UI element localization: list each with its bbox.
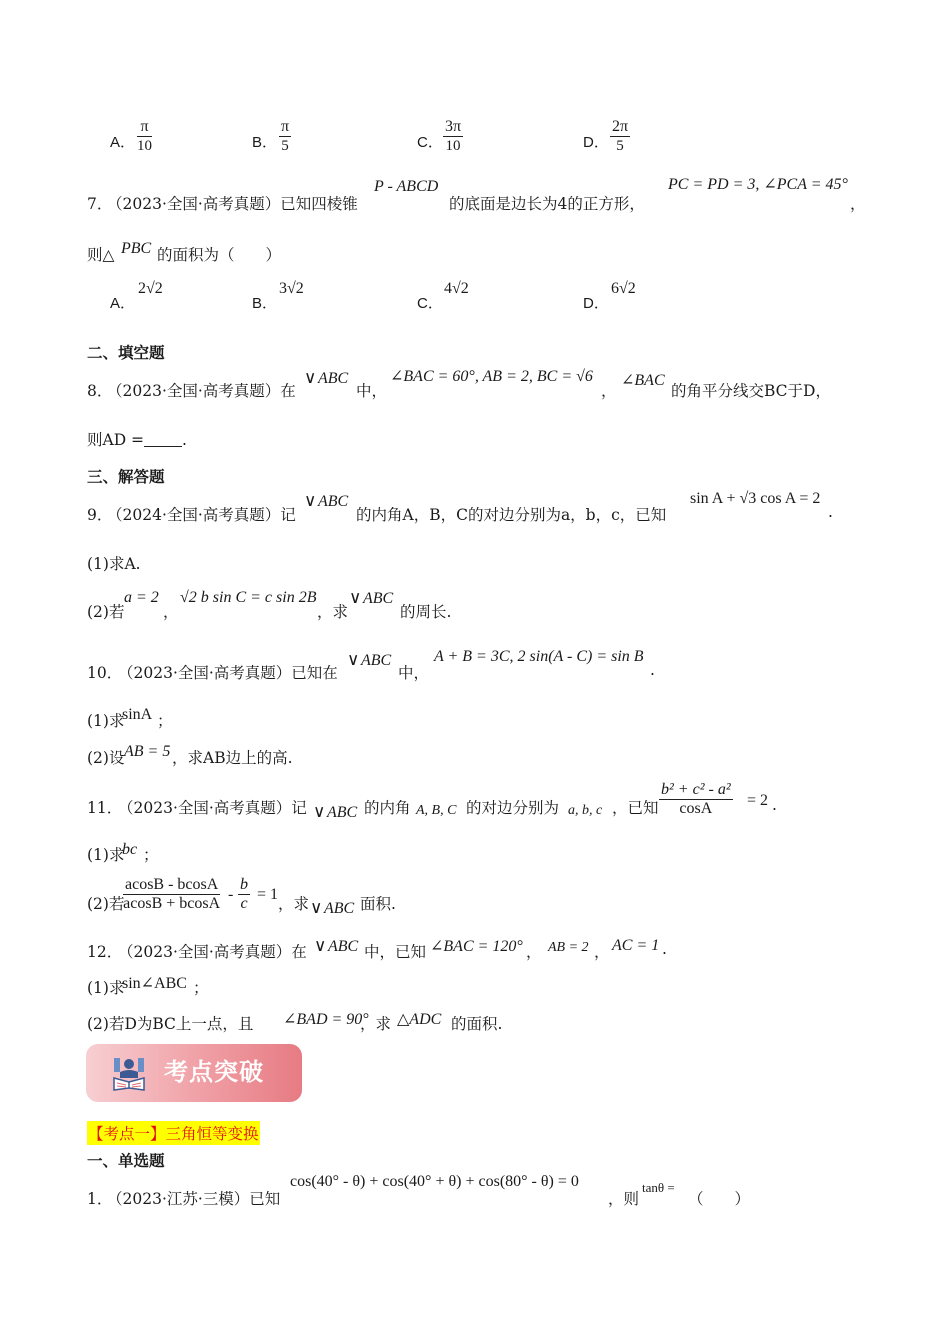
q11-end: . <box>772 796 777 814</box>
q12-triangle: ABC <box>328 938 359 955</box>
q11-part2-triangle: ABC <box>324 900 355 917</box>
q10-condition: A + B = 3C, 2 sin(A - C) = sin B <box>434 648 644 665</box>
q12-text: 中，已知 <box>364 943 427 961</box>
q12-end: . <box>662 940 667 958</box>
q11-text2: 的对边分别为 <box>466 799 560 817</box>
q7-text: 的底面是边长为4的正方形， <box>449 195 645 213</box>
q12-part1-pre: (1)求 <box>87 979 125 997</box>
q12-part2-pre: (2)若D为BC上一点，且 <box>87 1015 254 1033</box>
q11-part2-mid: ，求 <box>278 895 310 913</box>
q9-number: 9． <box>87 506 113 524</box>
q1-number: 1． <box>87 1190 113 1208</box>
q7-option-a: 2√2 <box>138 280 163 297</box>
kaodian-banner <box>86 1044 302 1102</box>
q6-option-a-label: A． <box>110 134 136 151</box>
q8-condition: ∠BAC = 60°, AB = 2, BC = √6 <box>390 368 593 385</box>
q7-option-c-label: C． <box>417 295 443 312</box>
q8-comma: ， <box>601 382 617 400</box>
q7-number: 7． <box>87 195 113 213</box>
q11-fraction-eq: = 2 <box>747 792 769 809</box>
q9-part2-comma: ， <box>163 603 179 621</box>
q1-end: （ ） <box>688 1190 751 1208</box>
q6-option-d-fraction: $\frac{2\pi}{5}$ <box>612 118 629 154</box>
q10-zhong: 中， <box>398 664 430 682</box>
q12-part2-post: 的面积. <box>451 1015 503 1033</box>
q9-text: 的内角A，B，C的对边分别为a，b，c，已知 <box>356 506 667 524</box>
q1-mid: ，则 <box>608 1190 640 1208</box>
section-heading-single-choice: 一、单选题 <box>87 1151 165 1170</box>
q12-part2-triangle: △ADC <box>397 1011 442 1028</box>
q11-number: 11． <box>87 799 123 817</box>
banner-title: 考点突破 <box>164 1058 264 1086</box>
q10-triangle: ABC <box>361 652 392 669</box>
q7-pyramid: P - ABCD <box>374 178 439 195</box>
q10-part1-pre: (1)求 <box>87 712 125 730</box>
q11-angles: A, B, C <box>416 803 457 818</box>
q8-source: （2023·全国·高考真题）在 <box>107 382 296 400</box>
q12-number: 12． <box>87 943 123 961</box>
section-heading-fill-blank: 二、填空题 <box>87 343 165 362</box>
q11-part2-eq: = 1 <box>257 886 279 903</box>
q11-part2-fraction: $\frac{acosB - bcosA}{acosB + bcosA}$ <box>123 876 221 912</box>
q12-comma2: ， <box>594 943 610 961</box>
q10-triangle-symbol: ∨ <box>347 650 360 670</box>
section-heading-solve: 三、解答题 <box>87 467 165 486</box>
q7-option-a-label: A． <box>110 295 136 312</box>
q10-number: 10． <box>87 664 123 682</box>
q9-condition: sin A + √3 cos A = 2 <box>690 490 821 507</box>
q7-comma: ， <box>850 195 866 213</box>
q9-triangle: ABC <box>318 493 349 510</box>
q12-comma1: ， <box>526 943 542 961</box>
q9-end: . <box>828 503 833 521</box>
q6-option-b-fraction: $\frac{\pi}{5}$ <box>281 118 290 154</box>
q11-triangle: ABC <box>327 804 358 821</box>
q12-part2-expr: ∠BAD = 90° <box>283 1011 369 1028</box>
q9-part1: (1)求A. <box>87 555 141 573</box>
q9-part2-mid: ，求 <box>317 603 349 621</box>
q11-fraction: $\frac{\text{b² + c² - a²}}{\cos A}$ <box>661 781 731 817</box>
q7-option-b-label: B． <box>252 295 278 312</box>
q11-text: 的内角 <box>364 799 411 817</box>
q12-ab: AB = 2 <box>548 940 589 955</box>
q6-option-c-label: C． <box>417 134 443 151</box>
q1-condition: cos(40° - θ) + cos(40° + θ) + cos(80° - θ) = 0 <box>290 1173 579 1190</box>
q11-source: （2023·全国·高考真题）记 <box>118 799 307 817</box>
q11-part1-pre: (1)求 <box>87 846 125 864</box>
q11-part2-minus: - <box>228 886 234 903</box>
q10-part1-post: ； <box>157 712 173 730</box>
q11-part2-post: 面积. <box>360 895 396 913</box>
q7-option-d: 6√2 <box>611 280 636 297</box>
q12-source: （2023·全国·高考真题）在 <box>118 943 307 961</box>
q10-end: . <box>650 661 655 679</box>
q11-text3: ，已知 <box>612 799 659 817</box>
q9-source: （2024·全国·高考真题）记 <box>107 506 296 524</box>
q9-part2-triangle-symbol: ∨ <box>349 588 362 608</box>
q10-source: （2023·全国·高考真题）已知在 <box>118 664 338 682</box>
q12-part1-post: ； <box>193 979 209 997</box>
q7-triangle: PBC <box>121 240 152 257</box>
q8-post: 的角平分线交BC于D， <box>671 382 831 400</box>
q12-part1-expr: sin∠ABC <box>122 975 187 992</box>
q8-triangle: ABC <box>318 370 349 387</box>
q12-part2-mid: ，求 <box>360 1015 392 1033</box>
q7-option-c: 4√2 <box>444 280 469 297</box>
q6-option-a-fraction: $\frac{\pi}{10}$ <box>137 118 152 154</box>
q6-option-b-label: B． <box>252 134 278 151</box>
q9-part2-triangle: ABC <box>363 590 394 607</box>
q10-part2-pre: (2)设 <box>87 749 125 767</box>
q7-condition: PC = PD = 3, ∠PCA = 45° <box>668 176 848 193</box>
q12-triangle-symbol: ∨ <box>314 936 327 956</box>
q12-angle: ∠BAC = 120° <box>430 938 523 955</box>
q11-sides: a, b, c <box>568 803 603 818</box>
q9-part2-a: a = 2 <box>124 589 159 606</box>
q7-line2-pre: 则△ <box>87 246 115 264</box>
q1-source: （2023·江苏·三模）已知 <box>107 1190 281 1208</box>
q6-option-c-fraction: $\frac{3\pi}{10}$ <box>445 118 462 154</box>
q7-option-b: 3√2 <box>279 280 304 297</box>
q11-part1-expr: bc <box>122 841 138 858</box>
kaodian-heading: 【考点一】三角恒等变换 <box>87 1121 260 1145</box>
q6-option-d-label: D． <box>583 134 609 151</box>
q11-part2-b-over-c: $\frac{b}{c}$ <box>240 876 248 912</box>
book-reader-icon <box>112 1056 146 1096</box>
q8-zhong: 中， <box>356 382 388 400</box>
q8-triangle-symbol: ∨ <box>304 368 317 388</box>
q11-triangle-symbol: ∨ <box>313 802 326 822</box>
answer-blank[interactable] <box>144 432 182 447</box>
q9-part2-pre: (2)若 <box>87 603 125 621</box>
q8-angle: ∠BAC <box>621 372 665 389</box>
q9-part2-equation: √2 b sin C = c sin 2B <box>180 589 317 606</box>
q8-number: 8． <box>87 382 113 400</box>
q7-line2-post: 的面积为（ ） <box>157 246 282 264</box>
q1-tan: tanθ = <box>642 1180 675 1195</box>
q7-option-d-label: D． <box>583 295 609 312</box>
q9-part2-post: 的周长. <box>400 603 452 621</box>
q12-ac: AC = 1 <box>612 937 660 954</box>
q10-part2-expr: AB = 5 <box>124 743 171 760</box>
q10-part2-post: ，求AB边上的高. <box>172 749 293 767</box>
q11-part1-post: ； <box>143 846 159 864</box>
q11-part2-pre: (2)若 <box>87 895 125 913</box>
q11-part2-triangle-symbol: ∨ <box>310 898 323 918</box>
q8-line2: 则AD = . <box>87 431 187 449</box>
q7-source: （2023·全国·高考真题）已知四棱锥 <box>107 195 358 213</box>
q10-part1-expr: sinA <box>122 706 153 723</box>
q9-triangle-symbol: ∨ <box>304 491 317 511</box>
